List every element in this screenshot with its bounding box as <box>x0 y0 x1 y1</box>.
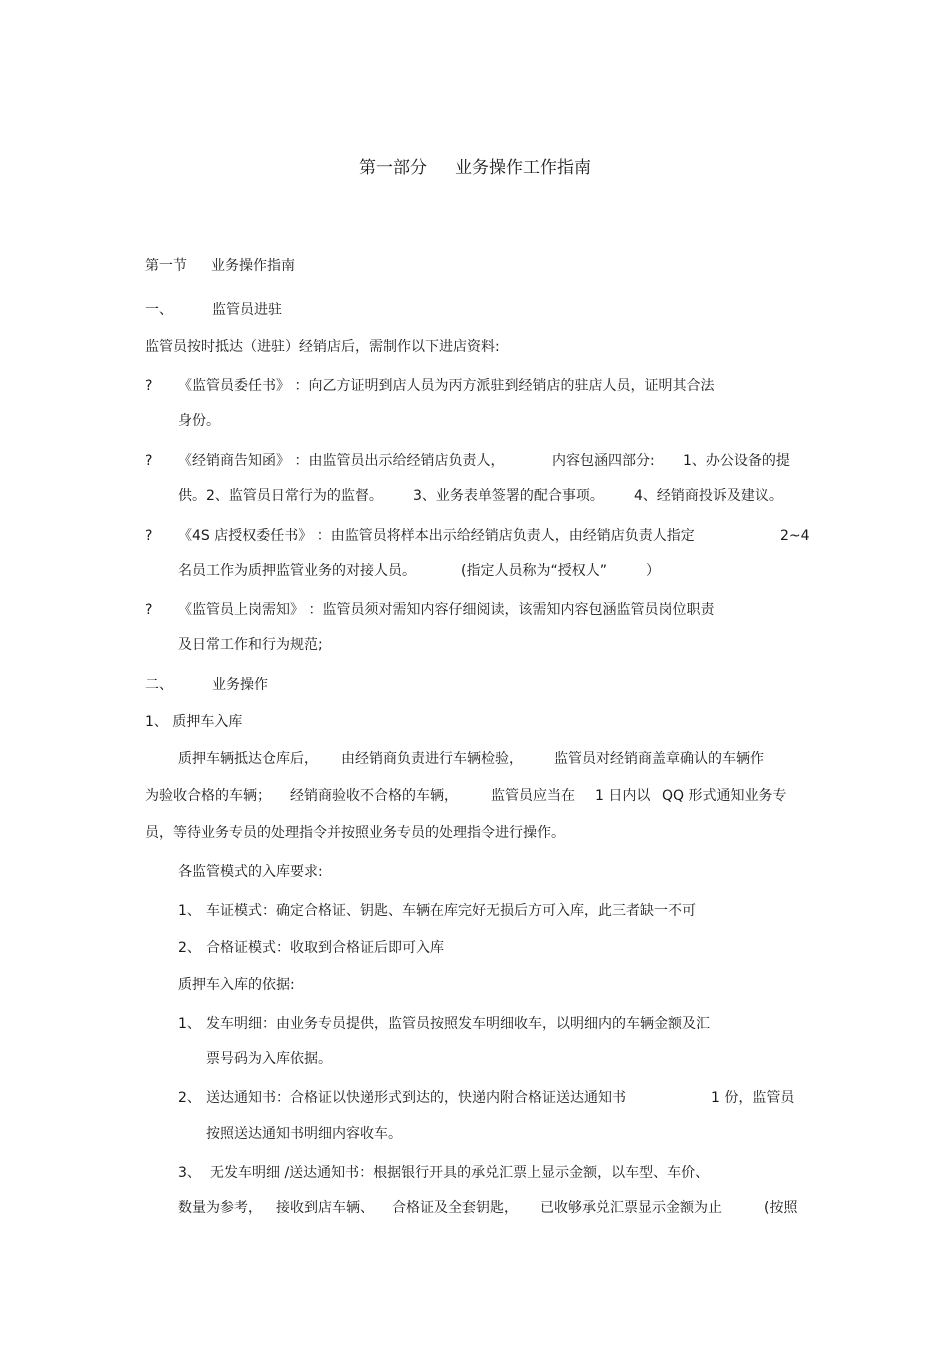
basis-1-num: 1、 <box>178 1016 201 1032</box>
modes-intro: 各监管模式的入库要求: <box>178 864 323 880</box>
basis-3-line-2b: 接收到店车辆、 <box>276 1200 374 1216</box>
para-1-line-1c: 监管员对经销商盖章确认的车辆作 <box>554 751 764 767</box>
mode-2-num: 2、 <box>178 940 201 956</box>
item-2-line-1a: 《经销商告知函》 ：由监管员出示给经销店负责人， <box>178 453 505 469</box>
intro-text: 监管员按时抵达（进驻）经销店后，需制作以下进店资料: <box>145 339 500 355</box>
item-3-line-2b: (指定人员称为“授权人” <box>461 563 607 579</box>
title-part: 第一部分 <box>359 158 427 178</box>
heading-1 <box>145 300 173 320</box>
heading-2-num: 二、 <box>145 677 173 693</box>
basis-1-line-1: 发车明细：由业务专员提供，监管员按照发车明细收车，以明细内的车辆金额及汇 <box>206 1016 710 1032</box>
basis-3-line-2c: 合格证及全套钥匙， <box>392 1200 518 1216</box>
para-1-line-1a: 质押车辆抵达仓库后， <box>178 751 318 767</box>
item-2-line-2c: 4、经销商投诉及建议。 <box>634 488 783 504</box>
heading-2-text: 业务操作 <box>212 677 268 693</box>
section-label: 第一节 <box>145 258 187 274</box>
para-1-line-2c: 监管员应当在 <box>491 788 575 804</box>
bullet-2: ? <box>145 453 153 469</box>
item-4-line-1: 《监管员上岗需知》 ：监管员须对需知内容仔细阅读，该需知内容包涵监管员岗位职责 <box>178 602 715 618</box>
para-1-line-1b: 由经销商负责进行车辆检验， <box>341 751 523 767</box>
para-1-line-2a: 为验收合格的车辆； <box>145 788 271 804</box>
item-3-line-1a: 《4S 店授权委任书》 ：由监管员将样本出示给经销店负责人，由经销店负责人指定 <box>178 528 695 544</box>
page-title <box>0 156 950 180</box>
item-2-line-2a: 供。2、监管员日常行为的监督。 <box>178 488 383 504</box>
para-1-line-3: 员，等待业务专员的处理指令并按照业务专员的处理指令进行操作。 <box>145 825 565 841</box>
item-2-line-1b: 内容包涵四部分: <box>552 453 655 469</box>
section-heading <box>145 256 295 276</box>
bullet-4: ? <box>145 602 153 618</box>
bullet-3: ? <box>145 528 153 544</box>
basis-2-line-2: 按照送达通知书明细内容收车。 <box>206 1126 402 1142</box>
bullet-1: ? <box>145 378 153 394</box>
basis-3-line-2d: 已收够承兑汇票显示金额为止 <box>540 1200 722 1216</box>
para-1-line-2d: 1 日内以 <box>595 788 651 804</box>
basis-2-line-1b: 1 份，监管员 <box>711 1090 795 1106</box>
basis-2-num: 2、 <box>178 1090 201 1106</box>
item-2-line-2b: 3、业务表单签署的配合事项。 <box>413 488 604 504</box>
section-name: 业务操作指南 <box>211 258 295 274</box>
heading-1-text: 监管员进驻 <box>212 302 282 318</box>
item-1-line-2: 身份。 <box>178 413 220 429</box>
item-3-line-2a: 名员工作为质押监管业务的对接人员。 <box>178 563 416 579</box>
item-3-line-1b: 2~4 <box>780 528 810 544</box>
para-1-line-2e: QQ 形式通知业务专 <box>662 788 787 804</box>
mode-1-num: 1、 <box>178 903 201 919</box>
title-name: 业务操作工作指南 <box>455 158 591 178</box>
heading-1-num: 一、 <box>145 302 173 318</box>
subheading-1: 1、 质押车入库 <box>145 714 243 730</box>
item-4-line-2: 及日常工作和行为规范; <box>178 637 323 653</box>
para-1-line-2b: 经销商验收不合格的车辆， <box>290 788 458 804</box>
item-3-line-2c: ） <box>646 563 660 579</box>
basis-3-num: 3、 <box>178 1165 201 1181</box>
item-2-line-1c: 1、办公设备的提 <box>683 453 790 469</box>
item-1-line-1: 《监管员委任书》 ：向乙方证明到店人员为丙方派驻到经销店的驻店人员，证明其合法 <box>178 378 715 394</box>
basis-3-line-2a: 数量为参考， <box>178 1200 262 1216</box>
mode-2-text: 合格证模式：收取到合格证后即可入库 <box>206 940 444 956</box>
basis-3-line-2e: (按照 <box>764 1200 798 1216</box>
basis-3-line-1: 无发车明细 /送达通知书：根据银行开具的承兑汇票上显示金额，以车型、车价、 <box>210 1165 710 1181</box>
mode-1-text: 车证模式：确定合格证、钥匙、车辆在库完好无损后方可入库，此三者缺一不可 <box>206 903 696 919</box>
basis-2-line-1a: 送达通知书：合格证以快递形式到达的，快递内附合格证送达通知书 <box>206 1090 626 1106</box>
basis-1-line-2: 票号码为入库依据。 <box>206 1051 332 1067</box>
basis-intro: 质押车入库的依据: <box>178 977 295 993</box>
